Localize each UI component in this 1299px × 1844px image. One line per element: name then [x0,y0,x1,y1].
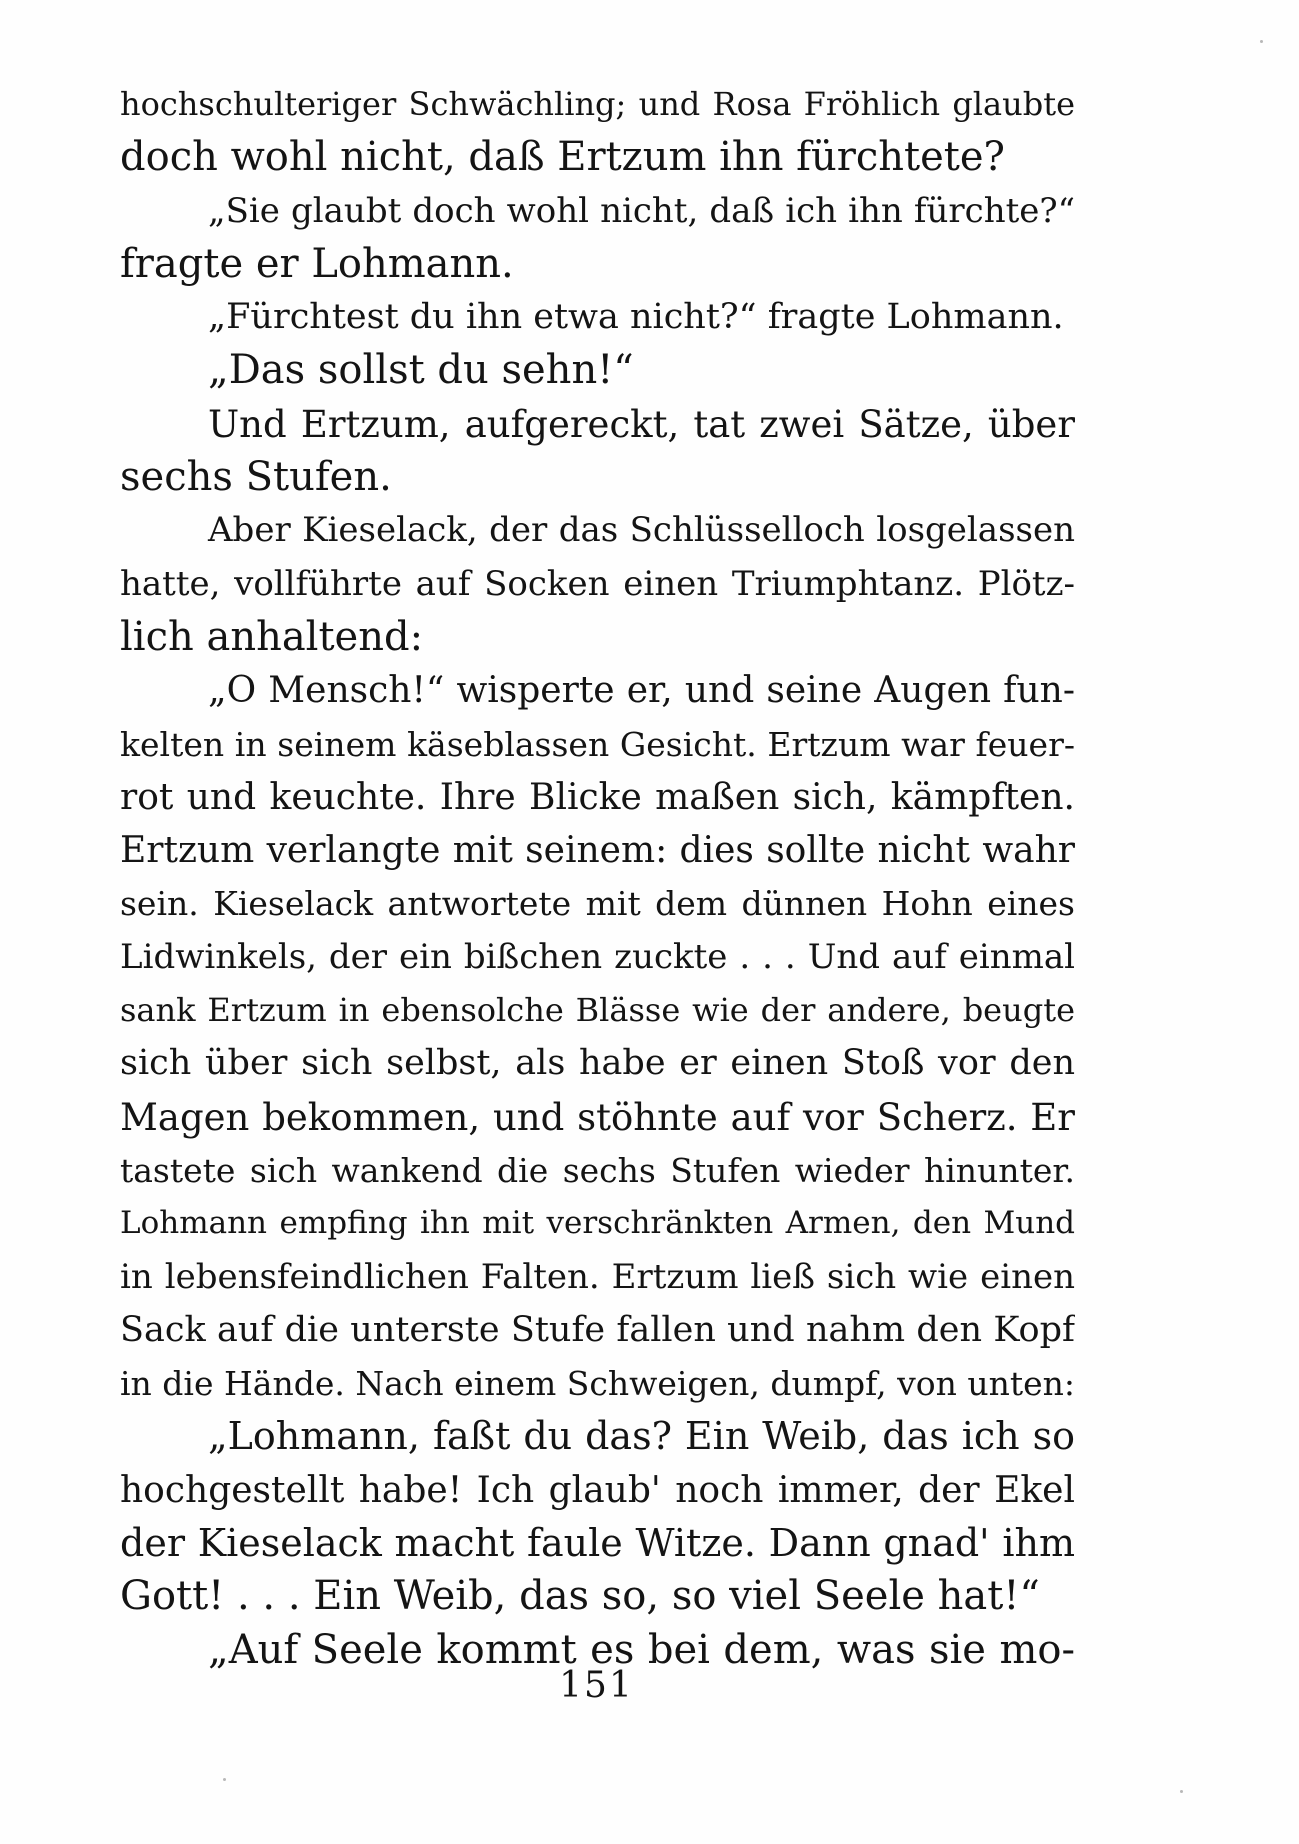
text-line: Aber Kieselack, der das Schlüsselloch losgelassen [208,510,1075,551]
text-line: sechs Stufen. [120,454,392,501]
text-line: sein. Kieselack antwortete mit dem dünnen Hohn eines [120,884,1075,924]
paper-speck [1260,40,1263,43]
text-line: sank Ertzum in ebensolche Blässe wie der andere, beugte [120,991,1075,1030]
text-line: Lohmann empfing ihn mit verschränkten Armen, den Mund [120,1205,1075,1242]
text-line: hatte, vollführte auf Socken einen Triumphtanz. Plötz- [120,563,1075,604]
text-line: in die Hände. Nach einem Schweigen, dumpf, von unten: [120,1364,1075,1404]
text-line: „Auf Seele kommt es bei dem, was sie mo- [208,1626,1075,1673]
text-line: sich über sich selbst, als habe er einen Stoß vor den [120,1043,1075,1084]
text-line: rot und keuchte. Ihre Blicke maßen sich, kämpften. [120,776,1075,818]
text-line: „O Mensch!“ wisperte er, und seine Augen fun- [208,670,1075,712]
text-line: Ertzum verlangte mit seinem: dies sollte nicht wahr [120,830,1075,872]
text-line: fragte er Lohmann. [120,240,514,287]
text-line: hochgestellt habe! Ich glaub' noch immer, der Ekel [120,1469,1075,1511]
text-line: Lidwinkels, der ein bißchen zuckte . . . Und auf einmal [120,936,1075,977]
text-line: tastete sich wankend die sechs Stufen wieder hinunter. [120,1150,1075,1190]
text-line: Magen bekommen, und stöhnte auf vor Scherz. Er [120,1095,1075,1139]
text-line: „Lohmann, faßt du das? Ein Weib, das ich so [208,1414,1075,1459]
text-line: der Kieselack macht faule Witze. Dann gnad' ihm [120,1521,1075,1566]
text-line: hochschulteriger Schwächling; und Rosa Fröhlich glaubte [120,85,1075,123]
paper-speck [223,1778,226,1781]
text-line: Gott! . . . Ein Weib, das so, so viel Seele hat!“ [120,1573,1040,1620]
page-body-text [120,78,1075,1677]
text-line: „Das sollst du sehn!“ [208,347,634,394]
text-line: Und Ertzum, aufgereckt, tat zwei Sätze, über [208,402,1075,446]
text-line: in lebensfeindlichen Falten. Ertzum ließ sich wie einen [120,1256,1075,1297]
text-line: „Fürchtest du ihn etwa nicht?“ fragte Lohmann. [208,297,1064,338]
text-line: „Sie glaubt doch wohl nicht, daß ich ihn fürchte?“ [208,190,1075,231]
page-number: 151 [559,1665,634,1706]
text-line: kelten in seinem käseblassen Gesicht. Ertzum war feuer- [120,724,1075,764]
text-line: Sack auf die unterste Stufe fallen und nahm den Kopf [120,1309,1075,1350]
text-line: lich anhaltend: [120,613,424,660]
text-line: doch wohl nicht, daß Ertzum ihn fürchtete? [120,134,1005,181]
paper-speck [1180,1790,1183,1793]
